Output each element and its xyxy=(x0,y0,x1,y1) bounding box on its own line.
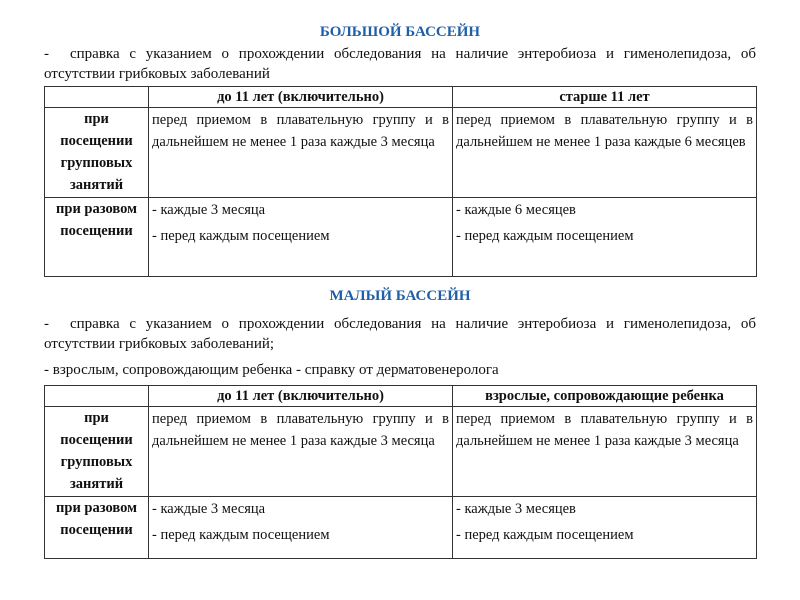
table-header-under-11: до 11 лет (включительно) xyxy=(149,386,453,407)
large-pool-table xyxy=(44,86,757,277)
large-pool-title: БОЛЬШОЙ БАССЕЙН xyxy=(319,24,481,40)
large-pool-intro-dash: - xyxy=(44,46,49,62)
table-header-empty xyxy=(45,87,149,108)
small-pool-title: МАЛЫЙ БАССЕЙН xyxy=(329,288,471,304)
cell-text: - каждые 6 месяцев xyxy=(456,202,576,218)
small-pool-note: - взрослым, сопровождающим ребенка - справку от дерматовенеролога xyxy=(44,362,499,378)
table-header-row xyxy=(45,386,757,407)
cell-text: - каждые 3 месяца xyxy=(152,202,266,218)
table-cell xyxy=(149,198,453,277)
row-label-single: при разовом посещении xyxy=(45,497,149,559)
table-cell xyxy=(149,407,453,497)
small-pool-intro-dash: - xyxy=(44,316,49,332)
cell-text: перед приемом в плавательную группу и в дальнейшем не менее 1 раза каждые 3 месяца xyxy=(152,112,449,150)
row-label-group: при посещении групповых занятий xyxy=(45,407,149,497)
table-cell xyxy=(453,497,757,559)
cell-text: перед приемом в плавательную группу и в дальнейшем не менее 1 раза каждые 3 месяца xyxy=(152,411,449,449)
table-header-empty xyxy=(45,386,149,407)
small-pool-table xyxy=(44,385,757,559)
small-pool-intro xyxy=(44,314,756,354)
row-label-single: при разовом посещении xyxy=(45,198,149,277)
table-row xyxy=(45,497,757,559)
cell-text: - перед каждым посещением xyxy=(456,527,634,543)
table-header-over-11: старше 11 лет xyxy=(453,87,757,108)
cell-text: - каждые 3 месяца xyxy=(152,501,266,517)
table-header-adults: взрослые, сопровождающие ребенка xyxy=(453,386,757,407)
cell-text: - перед каждым посещением xyxy=(152,228,330,244)
table-row xyxy=(45,198,757,277)
table-cell xyxy=(149,108,453,198)
table-header-row xyxy=(45,87,757,108)
row-label-group: при посещении групповых занятий xyxy=(45,108,149,198)
table-cell xyxy=(453,108,757,198)
small-pool-intro-text: справка с указанием о прохождении обследования на наличие энтеробиоза и гименолепидоза, об отсутствии грибковых заболеваний; xyxy=(44,316,756,352)
cell-text: - каждые 3 месяцев xyxy=(456,501,576,517)
table-cell xyxy=(149,497,453,559)
table-row xyxy=(45,407,757,497)
table-cell xyxy=(453,198,757,277)
table-cell xyxy=(453,407,757,497)
cell-text: перед приемом в плавательную группу и в дальнейшем не менее 1 раза каждые 3 месяца xyxy=(456,411,753,449)
cell-text: перед приемом в плавательную группу и в дальнейшем не менее 1 раза каждые 6 месяцев xyxy=(456,112,753,150)
table-row xyxy=(45,108,757,198)
cell-text: - перед каждым посещением xyxy=(456,228,634,244)
large-pool-intro-text: справка с указанием о прохождении обследования на наличие энтеробиоза и гименолепидоза, об отсутствии грибковых заболеваний xyxy=(44,46,756,82)
large-pool-intro xyxy=(44,44,756,84)
table-header-under-11: до 11 лет (включительно) xyxy=(149,87,453,108)
cell-text: - перед каждым посещением xyxy=(152,527,330,543)
